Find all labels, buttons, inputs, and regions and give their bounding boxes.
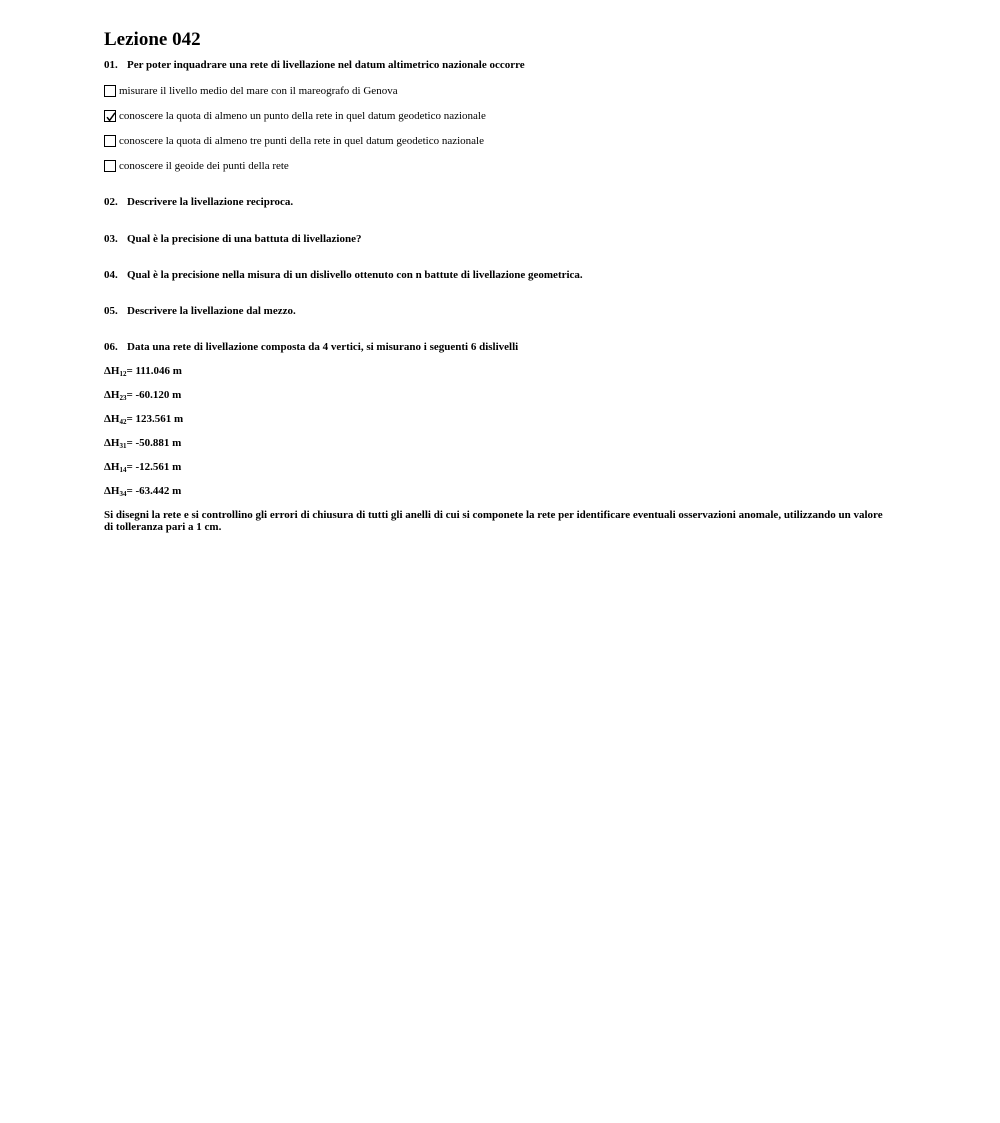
question-text: Descrivere la livellazione dal mezzo. <box>127 305 296 317</box>
height-difference-34: $\Delta H_{34}= -63.442$ m <box>104 485 182 498</box>
question-04 <box>104 269 894 282</box>
question-01 <box>104 59 894 72</box>
answer-option-2[interactable] <box>104 108 894 124</box>
document-page <box>104 28 894 533</box>
checkmark-icon <box>105 111 117 123</box>
checkbox[interactable] <box>104 135 116 147</box>
checkbox[interactable] <box>104 85 116 97</box>
lesson-title: Lezione 042 <box>104 29 201 50</box>
answer-label: misurare il livello medio del mare con il mareografo di Genova <box>119 85 398 97</box>
question-number: 05. <box>104 305 118 317</box>
question-text: Qual è la precisione nella misura di un dislivello ottenuto con n battute di livellazione geometrica. <box>127 269 583 281</box>
question-text: Per poter inquadrare una rete di livellazione nel datum altimetrico nazionale occorre <box>127 59 525 71</box>
height-difference-12: $\Delta H_{12}= 111.046$ m <box>104 365 182 378</box>
answer-option-3[interactable] <box>104 133 894 149</box>
height-difference-14: $\Delta H_{14}= -12.561$ m <box>104 461 182 474</box>
answer-option-1[interactable] <box>104 83 894 99</box>
question-05 <box>104 305 894 318</box>
answer-label: conoscere la quota di almeno tre punti della rete in quel datum geodetico nazionale <box>119 135 484 147</box>
question-number: 04. <box>104 269 118 281</box>
height-difference-42: $\Delta H_{42}= 123.561$ m <box>104 413 184 426</box>
question-number: 06. <box>104 341 118 353</box>
question-number: 01. <box>104 59 118 71</box>
question-02 <box>104 196 894 209</box>
answer-label: conoscere la quota di almeno un punto della rete in quel datum geodetico nazionale <box>119 110 486 122</box>
question-06 <box>104 341 894 354</box>
question-03 <box>104 233 894 246</box>
question-text: Qual è la precisione di una battuta di livellazione? <box>127 233 362 245</box>
question-number: 03. <box>104 233 118 245</box>
height-difference-23: $\Delta H_{23}= -60.120$ m <box>104 389 182 402</box>
question-06-instructions: Si disegni la rete e si controllino gli errori di chiusura di tutti gli anelli di cui si componete la rete per identificare eventuali osservazioni anomale, utilizzando un valore di tolleranza pari a 1 cm. <box>104 509 883 533</box>
height-difference-31: $\Delta H_{31}= -50.881$ m <box>104 437 182 450</box>
question-number: 02. <box>104 196 118 208</box>
checkbox[interactable] <box>104 160 116 172</box>
question-text: Descrivere la livellazione reciproca. <box>127 196 294 208</box>
checkbox-checked[interactable] <box>104 110 116 122</box>
answer-option-4[interactable] <box>104 158 894 174</box>
question-text: Data una rete di livellazione composta da 4 vertici, si misurano i seguenti 6 dislivelli <box>127 341 519 353</box>
answer-label: conoscere il geoide dei punti della rete <box>119 160 289 172</box>
